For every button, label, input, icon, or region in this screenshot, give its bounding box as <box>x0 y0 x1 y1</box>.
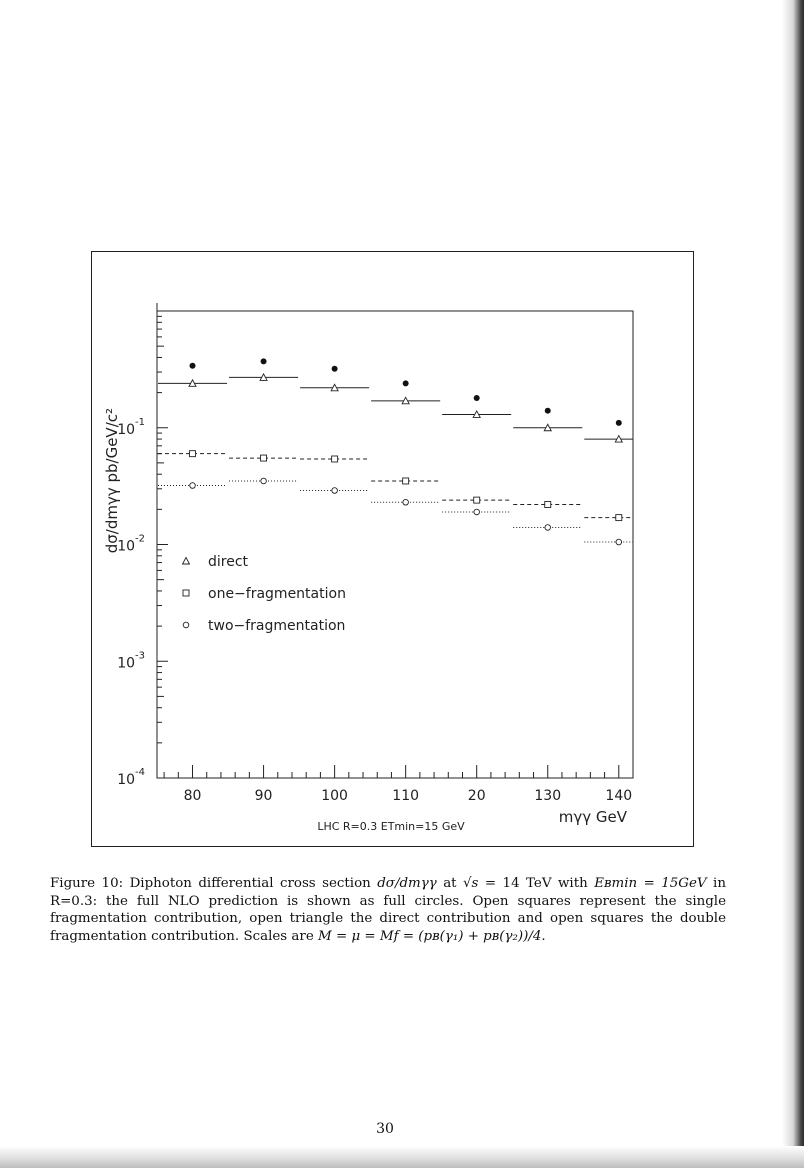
series-3-point <box>190 483 196 489</box>
figure-caption <box>50 875 726 945</box>
series-2-point <box>474 497 480 503</box>
series-0-point <box>261 358 267 364</box>
caption-text-2: at <box>443 876 457 891</box>
x-tick-label: 110 <box>392 788 420 804</box>
scan-shadow-right <box>782 0 804 1168</box>
caption-math-4: 15GeV <box>661 876 707 891</box>
series-3-point <box>474 509 480 515</box>
series-3-point <box>332 488 338 494</box>
series-3-point <box>545 525 551 531</box>
series-0-point <box>332 366 338 372</box>
series-2-point <box>261 455 267 461</box>
series-2-point <box>545 502 551 508</box>
x-tick-label: 80 <box>183 788 202 804</box>
caption-text-5: in R=0.3: the full NLO prediction is shown as full circles. Open squares represent the single fragmentation contribution, open triangle the direct contribution and open squares the double fragmentation contribution. Scales are <box>50 876 726 944</box>
x-axis-label: mγγ GeV <box>558 808 627 826</box>
series-3-point <box>261 478 267 484</box>
x-tick-label: 90 <box>254 788 273 804</box>
caption-math-3: Eʙmin <box>594 876 638 891</box>
legend-label: two−fragmentation <box>208 618 346 634</box>
page-number: 30 <box>376 1121 394 1137</box>
legend-marker-square <box>183 590 189 596</box>
chart-svg <box>91 251 694 847</box>
series-2-point <box>403 478 409 484</box>
caption-figure-label: Figure 10: <box>50 876 124 891</box>
figure <box>91 251 694 847</box>
caption-math-5: M = μ = Mf = (pʙ(γ₁) + pʙ(γ₂))/4. <box>318 928 546 944</box>
y-tick-label: $10^{-1}$ <box>117 416 145 438</box>
legend-marker-triangle <box>183 558 190 565</box>
series-2-point <box>616 515 622 521</box>
series-2-point <box>332 456 338 462</box>
scan-shadow-bottom <box>0 1146 804 1168</box>
series-0-point <box>403 380 409 386</box>
y-tick-label: $10^{-2}$ <box>117 533 145 555</box>
caption-text-1: Diphoton differential cross section <box>129 876 371 891</box>
caption-math-2: √s <box>463 876 479 891</box>
series-0-point <box>616 420 622 426</box>
y-axis-label: dσ/dmγγ pb/GeV/c² <box>103 407 121 554</box>
y-tick-label: $10^{-3}$ <box>117 650 145 672</box>
run-settings-label: LHC R=0.3 ETmin=15 GeV <box>317 820 465 833</box>
x-tick-label: 130 <box>534 788 562 804</box>
series-3-point <box>403 499 409 505</box>
x-tick-label: 140 <box>605 788 633 804</box>
caption-math-1: dσ/dmγγ <box>377 876 437 891</box>
caption-text-3: = 14 TeV with <box>484 876 588 891</box>
legend-label: one−fragmentation <box>208 586 346 602</box>
caption-text-4: = <box>643 876 655 891</box>
series-3-point <box>616 539 622 545</box>
figure-border <box>92 252 694 847</box>
plot-frame <box>157 311 633 778</box>
x-tick-label: 100 <box>321 788 348 804</box>
y-tick-label: $10^{-4}$ <box>117 767 145 788</box>
series-0-point <box>545 408 551 414</box>
series-0-point <box>190 363 196 369</box>
x-tick-label: 20 <box>467 788 486 804</box>
legend-label: direct <box>208 554 249 570</box>
series-2-point <box>190 451 196 457</box>
legend-marker-circle <box>183 622 189 628</box>
series-0-point <box>474 395 480 401</box>
